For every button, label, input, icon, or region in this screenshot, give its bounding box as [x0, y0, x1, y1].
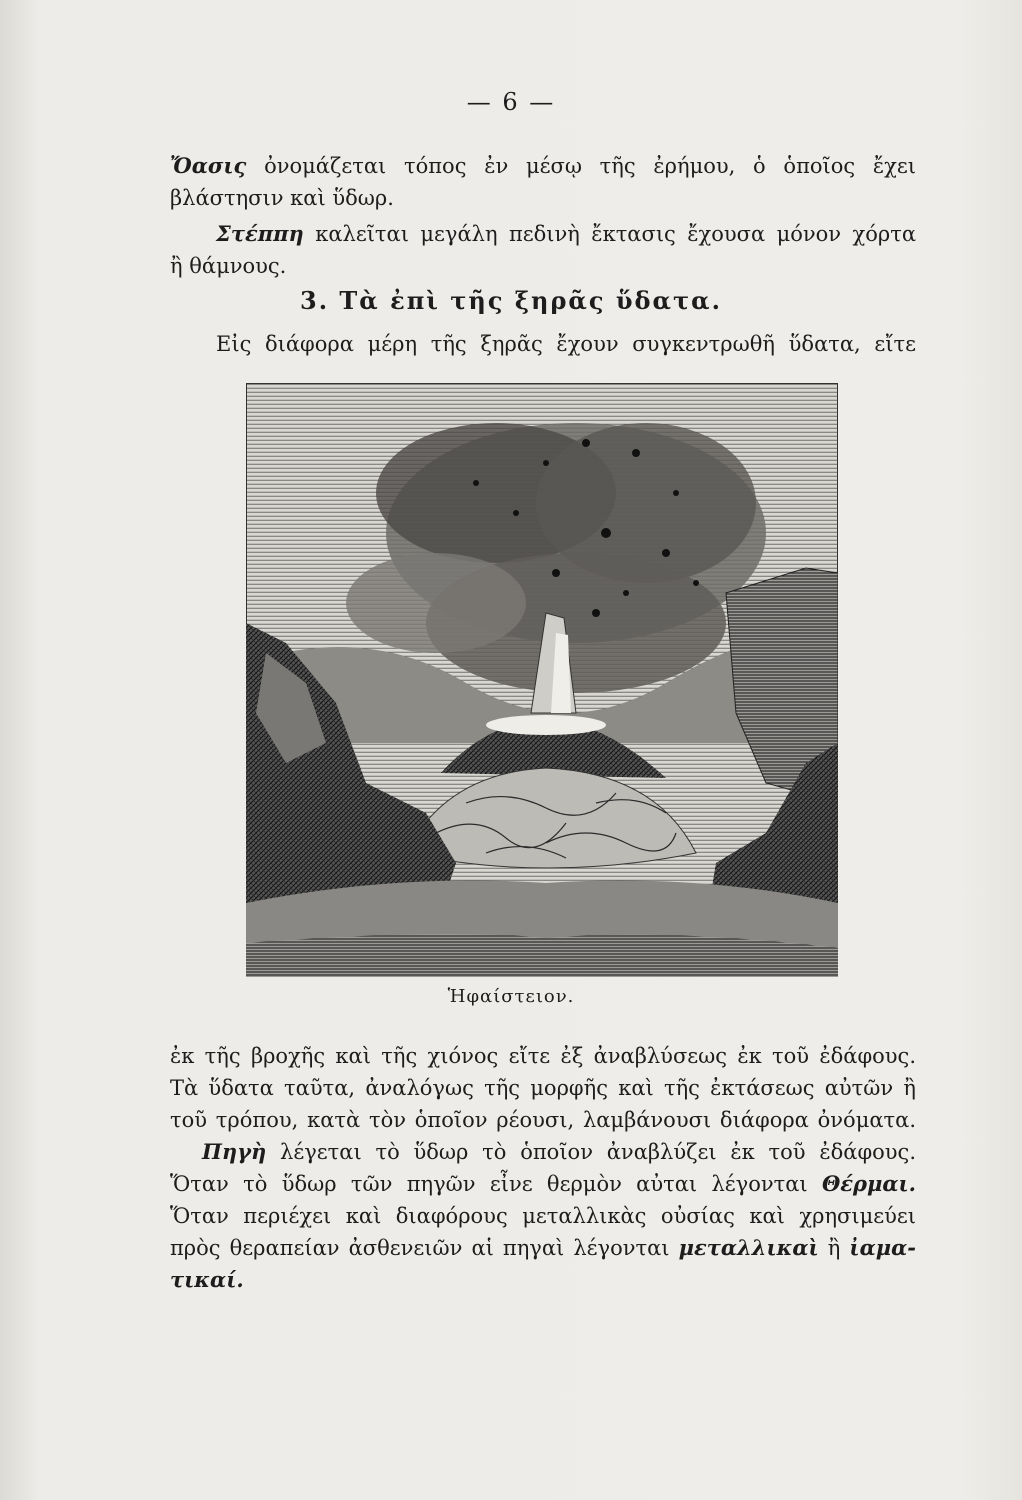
section-heading: 3. Τὰ ἐπὶ τῆς ξηρᾶς ὕδατα.	[300, 286, 722, 315]
term-steppe: Στέππη	[216, 221, 304, 246]
paragraph-oasis-line-2: βλάστησιν καὶ ὕδωρ.	[170, 186, 394, 210]
page-number: — 6 —	[466, 88, 556, 116]
paragraph-waters-cont-line-1: ἐκ τῆς βροχῆς καὶ τῆς χιόνος εἴτε ἐξ ἀναβλύσεως ἐκ τοῦ ἐδάφους.	[170, 1044, 916, 1068]
paragraph-oasis-line-1: Ὄασις ὀνομάζεται τόπος ἐν μέσῳ τῆς ἐρήμου, ὁ ὁποῖος ἔχει	[170, 153, 916, 178]
term-metallikai: μεταλλικαὶ	[678, 1235, 819, 1260]
paragraph-steppe-line-2: ἢ θάμνους.	[170, 254, 287, 278]
term-oasis: Ὄασις	[170, 153, 247, 178]
term-thermai: Θέρμαι.	[821, 1171, 916, 1196]
paragraph-steppe-line-1: Στέππη καλεῖται μεγάλη πεδινὴ ἔκτασις ἔχουσα μόνον χόρτα	[216, 221, 916, 246]
paragraph-spring-line-3: Ὅταν περιέχει καὶ διαφόρους μεταλλικὰς οὐσίας καὶ χρησιμεύει	[170, 1204, 916, 1228]
paragraph-spring-line-2: Ὅταν τὸ ὕδωρ τῶν πηγῶν εἶνε θερμὸν αὐται λέγονται Θέρμαι.	[170, 1171, 916, 1196]
term-spring: Πηγὴ	[202, 1139, 267, 1164]
volcano-engraving	[246, 383, 838, 977]
figure-caption: Ἡφαίστειον.	[447, 986, 575, 1007]
paragraph-spring-line-5: τικαί.	[170, 1267, 244, 1292]
paragraph-waters-line-1: Εἰς διάφορα μέρη τῆς ξηρᾶς ἔχουν συγκεντρωθῆ ὕδατα, εἴτε	[216, 332, 916, 356]
paragraph-waters-cont-line-2: Τὰ ὕδατα ταῦτα, ἀναλόγως τῆς μορφῆς καὶ τῆς ἐκτάσεως αὐτῶν ἢ	[170, 1076, 916, 1100]
term-iamatikai: ἰαμα-	[849, 1235, 916, 1260]
paragraph-spring-line-4: πρὸς θεραπείαν ἀσθενειῶν αἱ πηγαὶ λέγονται μεταλλικαὶ ἢ ἰαμα-	[170, 1235, 916, 1260]
paragraph-waters-cont-line-3: τοῦ τρόπου, κατὰ τὸν ὁποῖον ρέουσι, λαμβάνουσι διάφορα ὀνόματα.	[170, 1108, 916, 1132]
paragraph-spring-line-1: Πηγὴ λέγεται τὸ ὕδωρ τὸ ὁποῖον ἀναβλύζει ἐκ τοῦ ἐδάφους.	[202, 1139, 916, 1164]
